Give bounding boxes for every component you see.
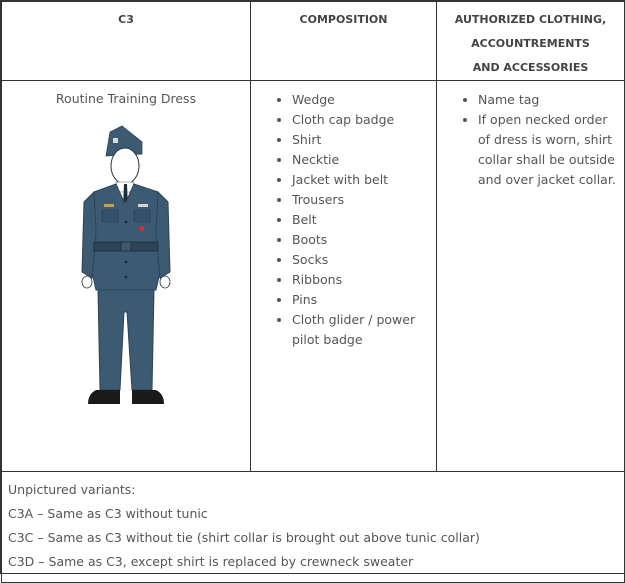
header-c3-label: C3 [118, 13, 134, 26]
variants-row [2, 472, 625, 583]
left-hand [82, 276, 92, 288]
trousers [98, 290, 154, 390]
dress-cell [2, 81, 251, 472]
header-row [2, 2, 625, 81]
ribbon-bar [104, 204, 114, 207]
composition-list [252, 90, 435, 350]
composition-item: • Boots [292, 230, 435, 250]
badge [140, 226, 144, 231]
dress-name: Routine Training Dress [55, 91, 197, 106]
header-composition [251, 2, 437, 81]
authorized-item: • If open necked order of dress is worn, shirt collar shall be outside and over jacket collar. [478, 110, 623, 190]
composition-item: • Necktie [292, 150, 435, 170]
header-composition-label: COMPOSITION [299, 13, 388, 26]
composition-cell [251, 81, 437, 472]
header-authorized-line3: AND ACCESSORIES [472, 61, 589, 74]
name-tag [138, 204, 148, 207]
right-hand [160, 276, 170, 288]
composition-item: • Shirt [292, 130, 435, 150]
composition-item: • Wedge [292, 90, 435, 110]
variants-cell [2, 472, 625, 583]
button [125, 261, 128, 264]
right-breast-pocket [134, 210, 150, 222]
head [111, 148, 139, 184]
button [125, 276, 128, 279]
variant-item: C3A – Same as C3 without tunic [8, 506, 208, 521]
authorized-list [438, 90, 623, 190]
composition-item: • Trousers [292, 190, 435, 210]
dress-table [1, 1, 625, 583]
composition-item: • Belt [292, 210, 435, 230]
uniform-figure [76, 122, 176, 412]
header-c3 [2, 2, 251, 81]
header-authorized-line2: ACCOUNTREMENTS [471, 37, 590, 50]
button [125, 221, 128, 224]
variant-item: C3D – Same as C3, except shirt is replaced by crewneck sweater [8, 554, 414, 569]
variants-heading: Unpictured variants: [8, 482, 136, 497]
header-authorized [437, 2, 625, 81]
belt-buckle [121, 242, 131, 251]
composition-item: • Socks [292, 250, 435, 270]
composition-item: • Cloth glider / power pilot badge [292, 310, 435, 350]
left-boot [88, 390, 120, 404]
cap-badge [113, 138, 118, 143]
composition-item: • Jacket with belt [292, 170, 435, 190]
variant-item: C3C – Same as C3 without tie (shirt collar is brought out above tunic collar) [8, 530, 480, 545]
header-authorized-line1: AUTHORIZED CLOTHING, [454, 13, 607, 26]
composition-item: • Pins [292, 290, 435, 310]
authorized-cell [437, 81, 625, 472]
authorized-item: • Name tag [478, 90, 623, 110]
right-boot [132, 390, 164, 404]
composition-item: • Ribbons [292, 270, 435, 290]
left-breast-pocket [102, 210, 118, 222]
composition-item: • Cloth cap badge [292, 110, 435, 130]
content-row [2, 81, 625, 472]
